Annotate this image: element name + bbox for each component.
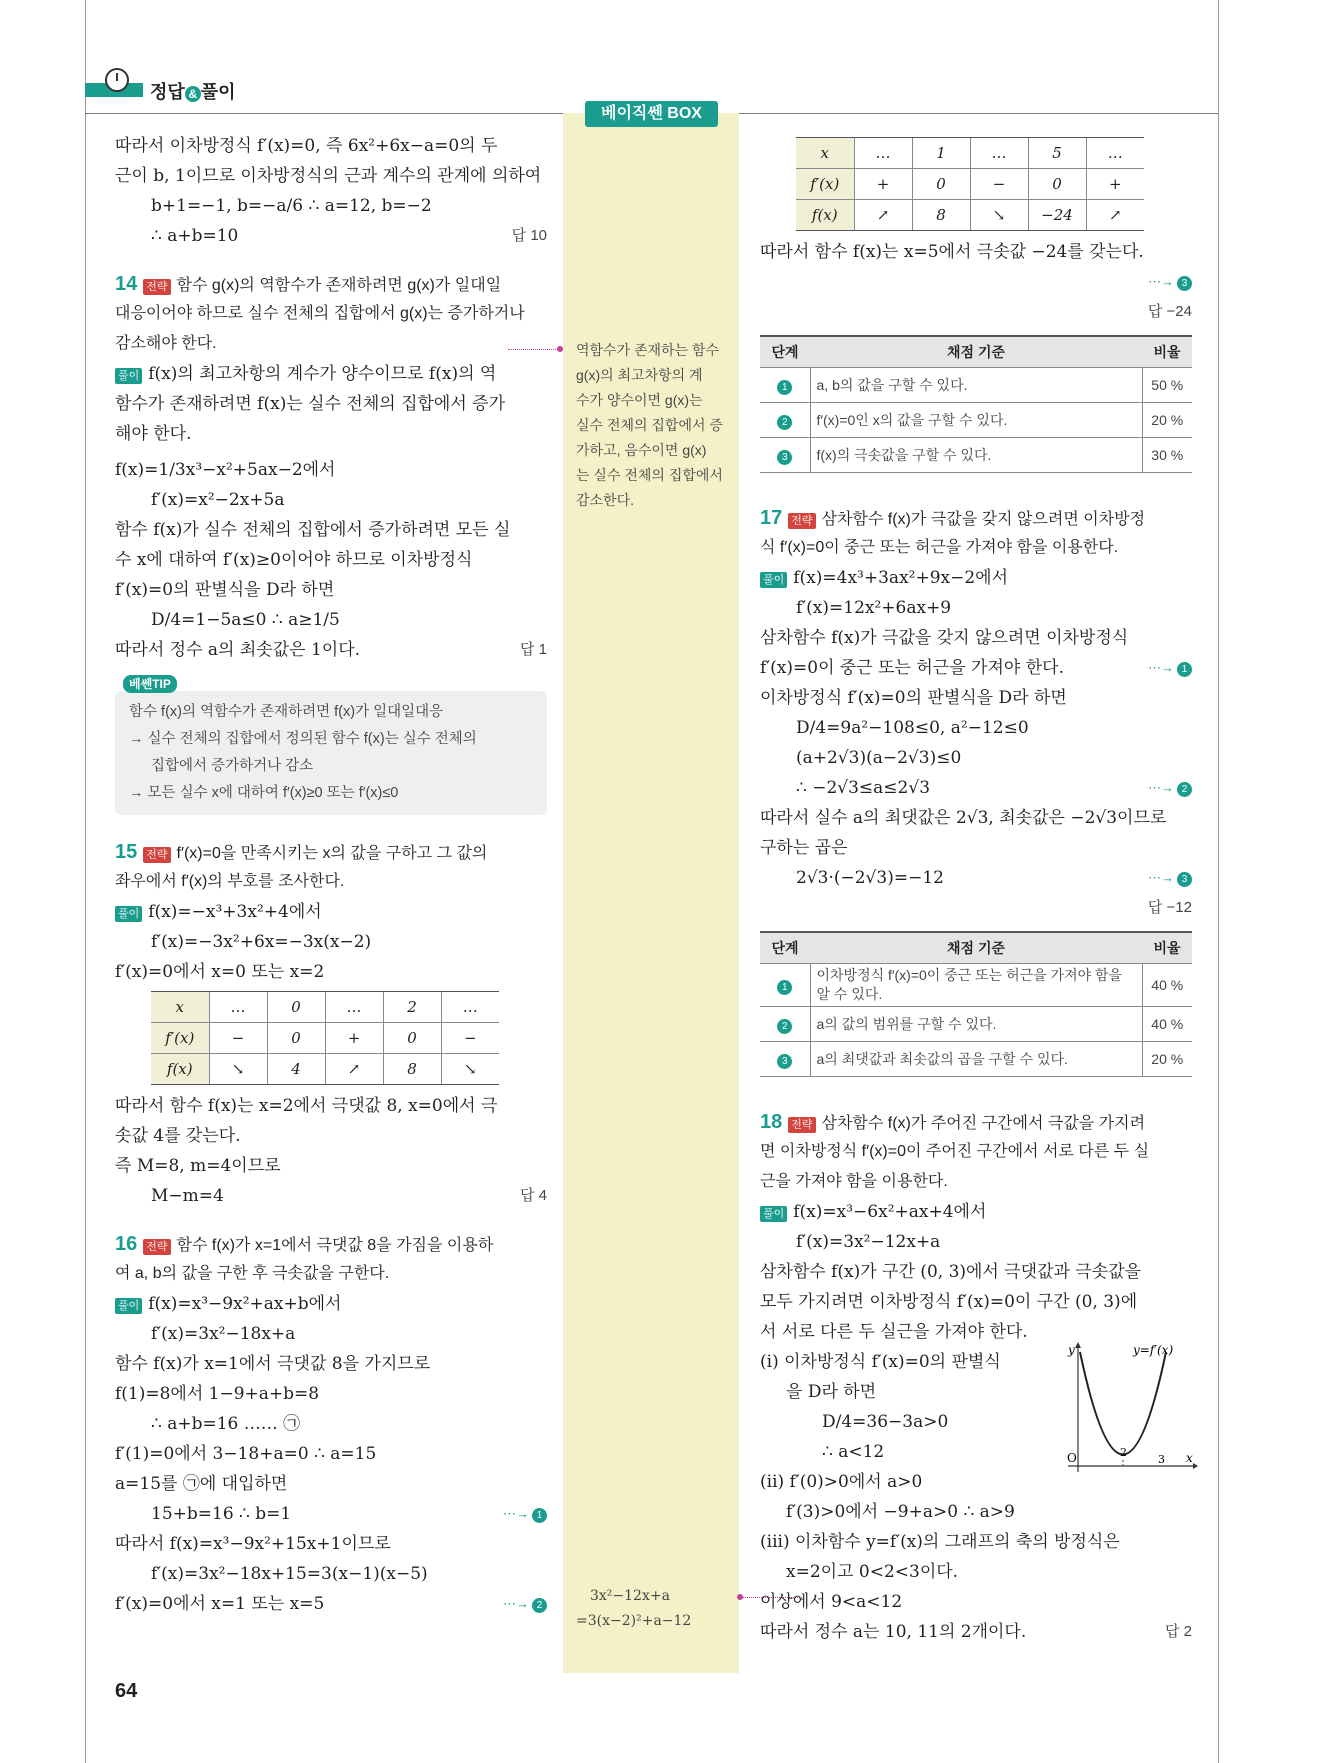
solution-line: 수 x에 대하여 f′(x)≥0이어야 하므로 이차방정식 [115, 550, 473, 570]
strategy-text: 함수 g(x)의 역함수가 존재하려면 g(x)가 일대일 [176, 277, 502, 294]
table-cell: ↗ [325, 1054, 383, 1085]
table-cell: − [970, 169, 1028, 200]
title-part2: 풀이 [200, 82, 236, 102]
strategy-tag: 전략 [788, 1117, 815, 1133]
tip-label: 베쎈TIP [123, 675, 177, 693]
table-cell: x [796, 138, 854, 169]
left-column [115, 131, 547, 1619]
step-number: 2 [777, 1019, 792, 1034]
solution-line: f′(x)=x²−2x+5a [151, 490, 285, 510]
strategy-text: 함수 f(x)가 x=1에서 극댓값 8을 가짐을 이용하 [176, 1237, 494, 1254]
table-cell: f′(x) [796, 169, 854, 200]
solution-line: 함수가 존재하려면 f(x)는 실수 전체의 집합에서 증가 [115, 394, 506, 414]
solution-line: 함수 f(x)가 실수 전체의 집합에서 증가하려면 모든 실 [115, 520, 511, 540]
solution-line [115, 1289, 547, 1319]
solution-line: D/4=1−5a≤0 ∴ a≥1/5 [151, 610, 340, 630]
question-number: 15 [115, 841, 138, 863]
note-line: 가하고, 음수이면 g(x) [576, 442, 707, 458]
note-line: g(x)의 최고차항의 계 [576, 367, 703, 383]
answer-label: 답 1 [520, 641, 547, 658]
step-cell [760, 964, 810, 1007]
x-label: x [1186, 1451, 1193, 1465]
strategy-tag: 전략 [143, 1239, 170, 1255]
tip-line: 집합에서 증가하거나 감소 [151, 758, 314, 774]
parabola-curve [1080, 1352, 1166, 1455]
table-cell: 5 [1028, 138, 1086, 169]
solution-line: f′(x)=0의 판별식을 D라 하면 [115, 580, 335, 600]
table-row [151, 1023, 499, 1054]
table-row [796, 138, 1144, 169]
solution-line: ∴ a<12 [822, 1442, 885, 1462]
step-cell [760, 1007, 810, 1042]
strategy-tag: 전략 [143, 279, 170, 295]
solution-line [760, 563, 1192, 593]
text-line: 따라서 이차방정식 f′(x)=0, 즉 6x²+6x−a=0의 두 [115, 136, 498, 156]
solution-line: (i) 이차방정식 f′(x)=0의 판별식 [760, 1352, 1001, 1372]
solution-line: 이상에서 9<a<12 [760, 1592, 903, 1612]
question-16-strategy [115, 1229, 547, 1259]
step-number: 2 [532, 1598, 547, 1613]
grading-row [760, 403, 1192, 438]
table-row [796, 169, 1144, 200]
table-cell: 0 [1028, 169, 1086, 200]
solution-line: 서 서로 다른 두 실근을 가져야 한다. [760, 1322, 1028, 1342]
solution-line: f′(3)>0에서 −9+a>0 ∴ a>9 [786, 1502, 1015, 1522]
table-cell: f′(x) [151, 1023, 209, 1054]
question-14-strategy [115, 269, 547, 299]
ratio-cell: 40 % [1142, 1007, 1192, 1042]
note-line: 역함수가 존재하는 함수 [576, 342, 720, 358]
table-cell: … [854, 138, 912, 169]
solution-line: 즉 M=8, m=4이므로 [115, 1156, 281, 1176]
question-number: 17 [760, 507, 783, 529]
solution-line: 따라서 함수 f(x)는 x=2에서 극댓값 8, x=0에서 극 [115, 1096, 498, 1116]
strategy-tag: 전략 [143, 847, 170, 863]
step-marker: ⋯→ 1 [503, 1499, 547, 1529]
table-cell: + [325, 1023, 383, 1054]
strategy-text: f′(x)=0을 만족시키는 x의 값을 구하고 그 값의 [176, 845, 488, 862]
text-line [115, 221, 547, 251]
header-step: 단계 [760, 336, 810, 368]
conclusion: 따라서 정수 a의 최솟값은 1이다. [115, 640, 361, 660]
criteria-cell: 이차방정식 f′(x)=0이 중근 또는 허근을 가져야 함을 알 수 있다. [810, 964, 1142, 1007]
origin-label: O [1067, 1451, 1077, 1465]
solution-line: ∴ a+b=16 …… ㉠ [151, 1414, 301, 1434]
table-row [151, 992, 499, 1023]
solution-text: f(x)=x³−9x²+ax+b에서 [148, 1294, 342, 1314]
grading-table-17 [760, 931, 1192, 1077]
strategy-text: 좌우에서 f′(x)의 부호를 조사한다. [115, 873, 345, 890]
ratio-cell: 20 % [1142, 403, 1192, 438]
solution-tag: 풀이 [760, 572, 787, 588]
table-cell: ↘ [970, 200, 1028, 231]
note-line: =3(x−2)²+a−12 [576, 1613, 692, 1629]
question-number: 16 [115, 1233, 138, 1255]
solution-text: ∴ −2√3≤a≤2√3 [796, 778, 931, 798]
solution-tag: 풀이 [115, 368, 142, 384]
solution-text: f′(x)=0이 중근 또는 허근을 가져야 한다. [760, 658, 1064, 678]
solution-line: f′(x)=3x²−18x+a [151, 1324, 296, 1344]
solution-line: x=2이고 0<2<3이다. [786, 1562, 959, 1582]
section-title [150, 78, 236, 104]
solution-line: (iii) 이차함수 y=f′(x)의 그래프의 축의 방정식은 [760, 1532, 1120, 1552]
solution-line [115, 635, 547, 665]
step-marker: ⋯→ 3 [1148, 267, 1192, 297]
solution-line [115, 359, 547, 389]
solution-line: 해야 한다. [115, 424, 192, 444]
note-line: 는 실수 전체의 집합에서 [576, 467, 723, 483]
parabola-graph [1048, 1342, 1198, 1472]
solution-text: f(x)=−x³+3x²+4에서 [148, 902, 322, 922]
table-cell: 0 [267, 1023, 325, 1054]
table-cell: 8 [912, 200, 970, 231]
table-cell: ↘ [209, 1054, 267, 1085]
strategy-text: 삼차함수 f(x)가 극값을 갖지 않으려면 이차방정 [821, 511, 1146, 528]
step-number: 3 [777, 1054, 792, 1069]
solution-text: f(x)=x³−6x²+ax+4에서 [793, 1202, 987, 1222]
strategy-text: 식 f′(x)=0이 중근 또는 허근을 가져야 함을 이용한다. [760, 539, 1119, 556]
criteria-cell: a, b의 값을 구할 수 있다. [810, 368, 1142, 403]
solution-line: 함수 f(x)가 x=1에서 극댓값 8을 가지므로 [115, 1354, 431, 1374]
table-row [796, 200, 1144, 231]
solution-line [760, 1617, 1192, 1647]
solution-line: 구하는 곱은 [760, 838, 848, 858]
solution-text: f(x)=4x³+3ax²+9x−2에서 [793, 568, 1009, 588]
table-cell: ↗ [854, 200, 912, 231]
solution-tag: 풀이 [115, 906, 142, 922]
step-number: 3 [1177, 276, 1192, 291]
variation-table [151, 991, 499, 1085]
table-cell: − [209, 1023, 267, 1054]
ratio-cell: 20 % [1142, 1042, 1192, 1077]
clock-icon [105, 68, 129, 92]
solution-line: (ii) f′(0)>0에서 a>0 [760, 1472, 923, 1492]
solution-line: 삼차함수 f(x)가 구간 (0, 3)에서 극댓값과 극솟값을 [760, 1262, 1142, 1282]
strategy-text: 근을 가져야 함을 이용한다. [760, 1173, 948, 1190]
table-cell: 0 [383, 1023, 441, 1054]
solution-line: f′(x)=−3x²+6x=−3x(x−2) [151, 932, 372, 952]
step-number: 3 [1177, 872, 1192, 887]
connector-line [508, 349, 560, 350]
strategy-text: 대응이어야 하므로 실수 전체의 집합에서 g(x)는 증가하거나 [115, 305, 525, 322]
solution-line: (a+2√3)(a−2√3)≤0 [796, 748, 962, 768]
solution-line [760, 863, 1192, 893]
table-cell: + [854, 169, 912, 200]
table-cell: … [325, 992, 383, 1023]
step-number: 2 [777, 415, 792, 430]
header-criteria: 채점 기준 [810, 932, 1142, 964]
basic-box-label: 베이직쎈 BOX [585, 101, 718, 127]
y-label: y [1068, 1343, 1075, 1357]
solution-line: 따라서 f(x)=x³−9x²+15x+1이므로 [115, 1534, 391, 1554]
strategy-tag: 전략 [788, 513, 815, 529]
conclusion: ∴ a+b=10 [151, 226, 239, 246]
solution-line [115, 1499, 547, 1529]
table-cell: − [441, 1023, 499, 1054]
solution-tag: 풀이 [760, 1206, 787, 1222]
solution-line [115, 1589, 547, 1619]
table-cell: ↘ [441, 1054, 499, 1085]
criteria-cell: f(x)의 극솟값을 구할 수 있다. [810, 438, 1142, 473]
answer-label: 답 −12 [1147, 899, 1192, 916]
grading-row [760, 1042, 1192, 1077]
step-number: 1 [777, 380, 792, 395]
table-cell: f(x) [796, 200, 854, 231]
grading-table-16 [760, 335, 1192, 473]
box-note-q14 [576, 338, 731, 513]
solution-tag: 풀이 [115, 1298, 142, 1314]
solution-line [760, 653, 1192, 683]
step-number: 1 [1177, 662, 1192, 677]
table-cell: 2 [383, 992, 441, 1023]
curve-label: y=f′(x) [1133, 1343, 1174, 1357]
note-line: 수가 양수이면 g(x)는 [576, 392, 703, 408]
text-line: 근이 b, 1이므로 이차방정식의 근과 계수의 관계에 의하여 [115, 166, 542, 186]
solution-text: f(x)의 최고차항의 계수가 양수이므로 f(x)의 역 [148, 364, 497, 384]
table-row [151, 1054, 499, 1085]
conclusion: 따라서 정수 a는 10, 11의 2개이다. [760, 1622, 1027, 1642]
solution-text: 2√3·(−2√3)=−12 [796, 868, 944, 888]
header-ratio: 비율 [1142, 336, 1192, 368]
solution-line: 삼차함수 f(x)가 극값을 갖지 않으려면 이차방정식 [760, 628, 1129, 648]
solution-text: f′(x)=0에서 x=1 또는 x=5 [115, 1594, 325, 1614]
page-border-left [85, 0, 86, 1763]
solution-line: 따라서 함수 f(x)는 x=5에서 극솟값 −24를 갖는다. [760, 242, 1144, 262]
tick-2: 2 [1120, 1446, 1127, 1459]
solution-line: f′(1)=0에서 3−18+a=0 ∴ a=15 [115, 1444, 377, 1464]
header-criteria: 채점 기준 [810, 336, 1142, 368]
solution-line: 따라서 실수 a의 최댓값은 2√3, 최솟값은 −2√3이므로 [760, 808, 1167, 828]
table-cell: 0 [267, 992, 325, 1023]
step-cell [760, 368, 810, 403]
ratio-cell: 40 % [1142, 964, 1192, 1007]
solution-line: f′(x)=0에서 x=0 또는 x=2 [115, 962, 325, 982]
step-number: 2 [1177, 782, 1192, 797]
criteria-cell: f′(x)=0인 x의 값을 구할 수 있다. [810, 403, 1142, 438]
answer-line [760, 297, 1192, 327]
page-number: 64 [115, 1680, 138, 1702]
grading-row [760, 438, 1192, 473]
note-line: 감소한다. [576, 492, 634, 508]
question-18-strategy [760, 1107, 1192, 1137]
strategy-text: 삼차함수 f(x)가 주어진 구간에서 극값을 가지려 [821, 1115, 1146, 1132]
note-line: 3x²−12x+a [590, 1588, 670, 1604]
answer-label: 답 10 [511, 227, 547, 244]
solution-line [760, 1197, 1192, 1227]
step-cell [760, 438, 810, 473]
solution-line: f(x)=1/3x³−x²+5ax−2에서 [115, 460, 336, 480]
amp-badge: & [185, 86, 201, 102]
step-line [760, 267, 1192, 297]
question-number: 14 [115, 273, 138, 295]
table-cell: ↗ [1086, 200, 1144, 231]
table-cell: x [151, 992, 209, 1023]
page-border-right [1218, 0, 1219, 1763]
y-axis-arrow [1075, 1342, 1081, 1348]
header-ratio: 비율 [1142, 932, 1192, 964]
grading-row [760, 1007, 1192, 1042]
criteria-cell: a의 최댓값과 최솟값의 곱을 구할 수 있다. [810, 1042, 1142, 1077]
question-17-strategy [760, 503, 1192, 533]
step-marker: ⋯→ 1 [1148, 653, 1192, 683]
table-cell: 1 [912, 138, 970, 169]
table-cell: … [441, 992, 499, 1023]
ratio-cell: 50 % [1142, 368, 1192, 403]
criteria-cell: a의 값의 범위를 구할 수 있다. [810, 1007, 1142, 1042]
solution-line [115, 897, 547, 927]
table-cell: 4 [267, 1054, 325, 1085]
box-note-q18 [576, 1584, 731, 1634]
question-15-strategy [115, 837, 547, 867]
solution-line: f′(x)=12x²+6ax+9 [796, 598, 952, 618]
x-axis-arrow [1193, 1463, 1198, 1469]
tip-line: → 실수 전체의 집합에서 정의된 함수 f(x)는 실수 전체의 [129, 731, 477, 747]
solution-line: a=15를 ㉠에 대입하면 [115, 1474, 288, 1494]
step-cell [760, 403, 810, 438]
solution-line: f′(x)=3x²−12x+a [796, 1232, 941, 1252]
solution-line: 이차방정식 f′(x)=0의 판별식을 D라 하면 [760, 688, 1067, 708]
solution-line [115, 1181, 547, 1211]
grading-header [760, 932, 1192, 964]
step-marker: ⋯→ 2 [1148, 773, 1192, 803]
grading-row [760, 368, 1192, 403]
answer-label: 답 4 [520, 1187, 547, 1204]
step-number: 1 [777, 980, 792, 995]
solution-text: 15+b=16 ∴ b=1 [151, 1504, 292, 1524]
solution-line: f′(x)=3x²−18x+15=3(x−1)(x−5) [151, 1564, 428, 1584]
grading-header [760, 336, 1192, 368]
solution-line: 을 D라 하면 [786, 1382, 877, 1402]
question-number: 18 [760, 1111, 783, 1133]
table-cell: 0 [912, 169, 970, 200]
tip-line: → 모든 실수 x에 대하여 f′(x)≥0 또는 f′(x)≤0 [129, 785, 399, 801]
step-cell [760, 1042, 810, 1077]
strategy-text: 면 이차방정식 f′(x)=0이 주어진 구간에서 서로 다른 두 실 [760, 1143, 1150, 1160]
note-line: 실수 전체의 집합에서 증 [576, 417, 723, 433]
table-cell: … [970, 138, 1028, 169]
solution-line: f(1)=8에서 1−9+a+b=8 [115, 1384, 320, 1404]
solution-line [760, 773, 1192, 803]
solution-line: D/4=9a²−108≤0, a²−12≤0 [796, 718, 1029, 738]
step-marker: ⋯→ 3 [1148, 863, 1192, 893]
table-cell: … [1086, 138, 1144, 169]
grading-row [760, 964, 1192, 1007]
table-cell: −24 [1028, 200, 1086, 231]
tip-line: 함수 f(x)의 역함수가 존재하려면 f(x)가 일대일대응 [129, 704, 444, 720]
answer-label: 답 −24 [1147, 303, 1192, 320]
variation-table [796, 137, 1144, 231]
strategy-text: 감소해야 한다. [115, 335, 217, 352]
table-cell: + [1086, 169, 1144, 200]
ratio-cell: 30 % [1142, 438, 1192, 473]
answer-label: 답 2 [1165, 1623, 1192, 1640]
solution-line: D/4=36−3a>0 [822, 1412, 949, 1432]
tick-3: 3 [1158, 1453, 1165, 1466]
tip-box [115, 677, 547, 815]
header-step: 단계 [760, 932, 810, 964]
title-part1: 정답 [150, 82, 185, 102]
table-cell: 8 [383, 1054, 441, 1085]
text-line: b+1=−1, b=−a/6 ∴ a=12, b=−2 [151, 196, 432, 216]
table-cell: … [209, 992, 267, 1023]
step-number: 3 [777, 450, 792, 465]
step-marker: ⋯→ 2 [503, 1589, 547, 1619]
solution-line: 솟값 4를 갖는다. [115, 1126, 241, 1146]
answer-line [760, 893, 1192, 923]
table-cell: f(x) [151, 1054, 209, 1085]
solution-line: 모두 가지려면 이차방정식 f′(x)=0이 구간 (0, 3)에 [760, 1292, 1138, 1312]
conclusion: M−m=4 [151, 1186, 224, 1206]
step-number: 1 [532, 1508, 547, 1523]
strategy-text: 여 a, b의 값을 구한 후 극솟값을 구한다. [115, 1265, 390, 1282]
